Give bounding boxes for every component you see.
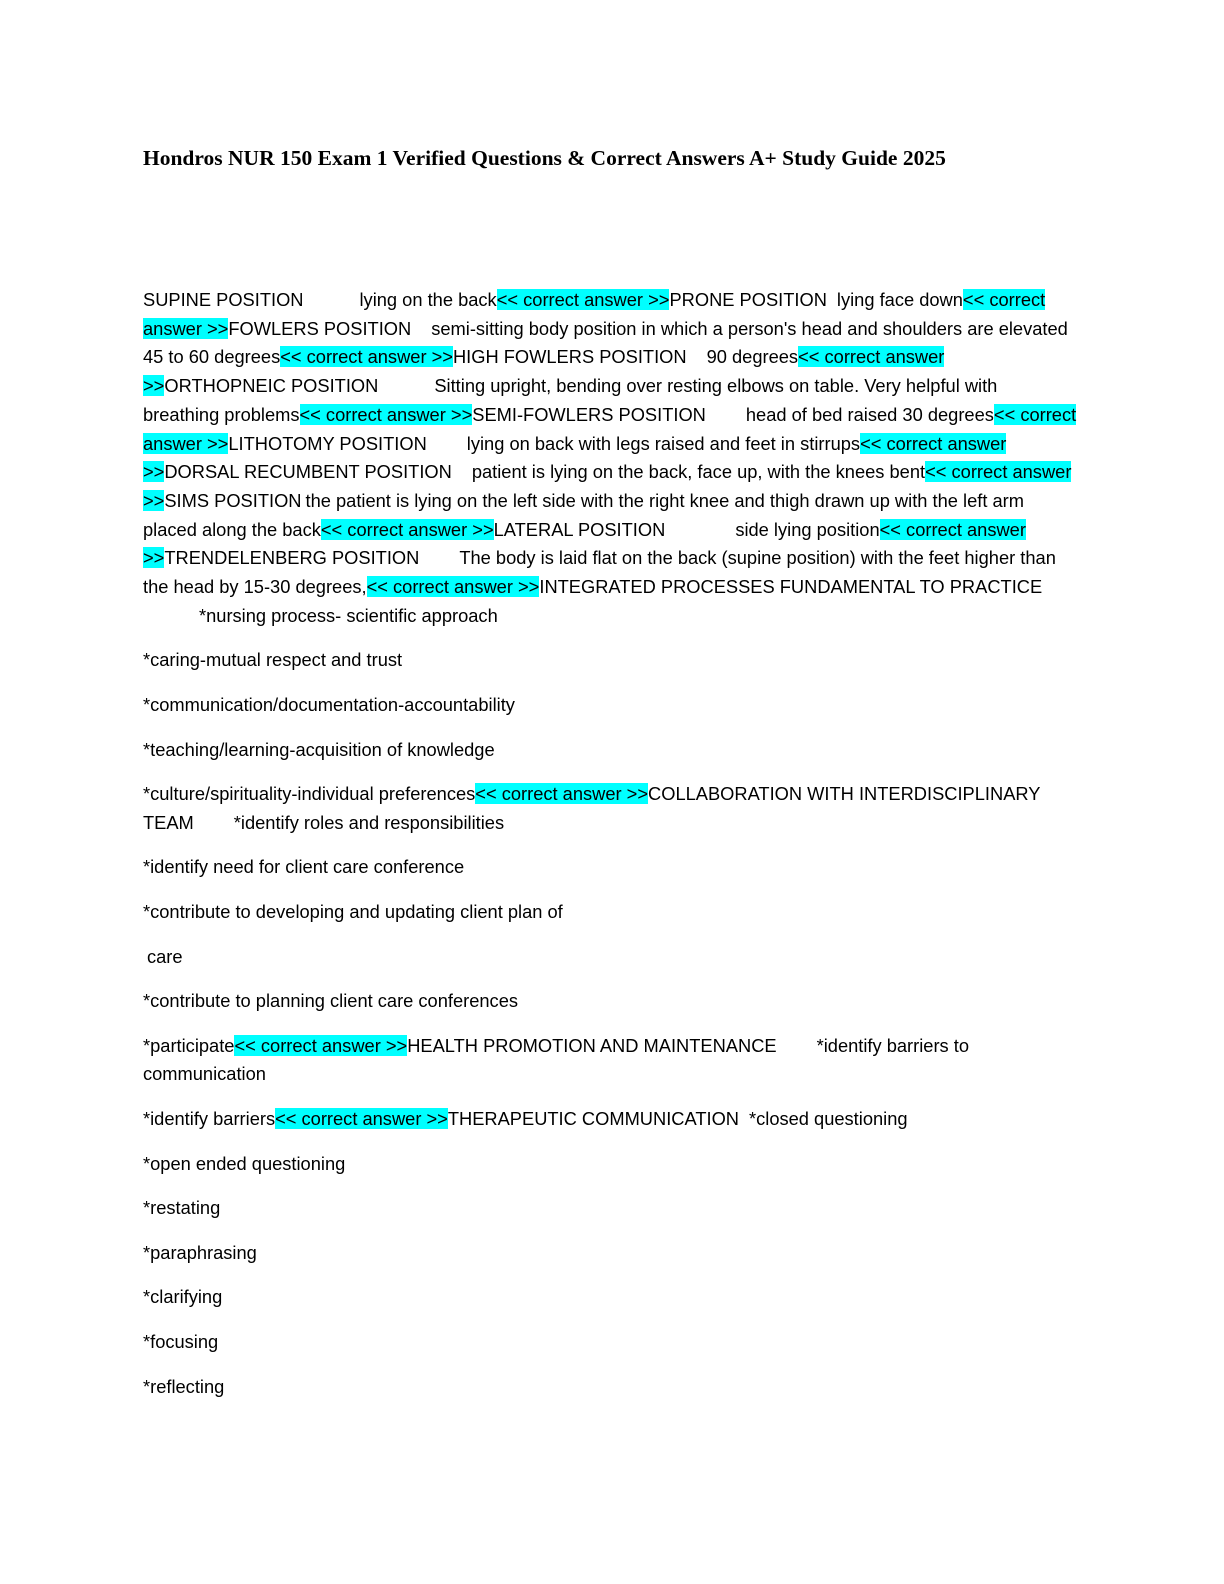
definition: 90 degrees xyxy=(706,346,799,368)
term: COLLABORATION WITH INTERDISCIPLINARY TEAM xyxy=(143,783,1041,833)
answer-marker: << correct answer >> xyxy=(275,1108,448,1130)
answer-marker: << correct answer >> xyxy=(234,1034,408,1056)
list-item: *communication/documentation-accountability xyxy=(143,693,515,715)
term: LITHOTOMY POSITION xyxy=(228,432,427,454)
definition: Sitting upright, bending over resting elbows on table. Very helpful with breathing problems xyxy=(143,375,998,425)
definition: patient is lying on the back, face up, with the knees bent xyxy=(471,461,926,483)
answer-marker: << correct answer >> xyxy=(143,432,1007,483)
answer-marker: << correct answer >> xyxy=(475,783,649,805)
term: ORTHOPNEIC POSITION xyxy=(164,375,379,397)
term: TRENDELENBERG POSITION xyxy=(164,547,420,569)
term: PRONE POSITION xyxy=(669,289,827,310)
term: FOWLERS POSITION xyxy=(228,317,412,339)
term: HEALTH PROMOTION AND MAINTENANCE xyxy=(407,1034,777,1056)
definition: *closed questioning xyxy=(749,1108,908,1130)
list-item: *clarifying xyxy=(143,1286,223,1308)
list-item: *teaching/learning-acquisition of knowledge xyxy=(143,738,495,760)
list-item-text: care xyxy=(147,945,183,967)
answer-marker: << correct answer >> xyxy=(143,289,1046,339)
list-item-text: *culture/spirituality-individual preferences xyxy=(143,783,476,805)
list-item xyxy=(143,1105,1078,1134)
definition: The body is laid flat on the back (supine position) with the feet higher than the head by 15-30 degrees, xyxy=(143,547,1056,598)
answer-marker: << correct answer >> xyxy=(299,403,473,425)
term: HIGH FOWLERS POSITION xyxy=(452,346,687,368)
list-item: *identify need for client care conference xyxy=(143,856,465,878)
definition: the patient is lying on the left side with the right knee and thigh drawn up with the left arm placed along the back xyxy=(143,489,1024,540)
definition: *identify roles and responsibilities xyxy=(233,811,505,833)
answer-marker: << correct answer >> xyxy=(366,576,540,598)
list-item-text: *identify barriers xyxy=(143,1108,276,1130)
definition: lying on back with legs raised and feet in stirrups xyxy=(466,432,861,454)
answer-marker: << correct answer >> xyxy=(143,461,1072,511)
list-item: *paraphrasing xyxy=(143,1241,257,1263)
list-item: *restating xyxy=(143,1197,221,1219)
term: SIMS POSITION xyxy=(164,489,302,511)
answer-marker: << correct answer >> xyxy=(280,346,453,368)
definition: head of bed raised 30 degrees xyxy=(745,403,994,425)
definition: lying face down xyxy=(836,289,963,310)
definition: *identify barriers to communication xyxy=(143,1034,970,1085)
document-body xyxy=(143,286,1078,1417)
answer-marker: << correct answer >> xyxy=(143,518,1026,569)
term: LATERAL POSITION xyxy=(493,518,666,540)
term: SUPINE POSITION xyxy=(143,289,304,310)
list-item xyxy=(143,1032,1078,1089)
list-item: *contribute to planning client care conferences xyxy=(143,990,518,1012)
list-item: *focusing xyxy=(143,1331,219,1353)
document-title: Hondros NUR 150 Exam 1 Verified Questions & Correct Answers A+ Study Guide 2025 xyxy=(143,146,946,170)
term: THERAPEUTIC COMMUNICATION xyxy=(447,1108,739,1130)
term: SEMI-FOWLERS POSITION xyxy=(472,403,706,425)
answer-marker: << correct answer >> xyxy=(143,346,945,397)
definition: semi-sitting body position in which a person's head and shoulders are elevated 45 to 60 degrees xyxy=(143,317,1068,368)
definition: side lying position xyxy=(735,518,880,540)
list-item: *contribute to developing and updating client plan of xyxy=(143,901,563,922)
list-item: *open ended questioning xyxy=(143,1152,346,1174)
answer-marker: << correct answer >> xyxy=(143,403,1077,454)
list-item-text: *participate xyxy=(143,1034,235,1056)
answer-marker: << correct answer >> xyxy=(496,289,670,310)
list-item xyxy=(143,943,1078,972)
answer-marker: << correct answer >> xyxy=(320,518,494,540)
term: DORSAL RECUMBENT POSITION xyxy=(164,461,452,483)
definition: lying on the back xyxy=(359,289,497,310)
definition: *nursing process- scientific approach xyxy=(199,604,498,626)
positions-paragraph xyxy=(143,286,1078,630)
term: INTEGRATED PROCESSES FUNDAMENTAL TO PRACTICE xyxy=(539,576,1043,598)
list-item: *caring-mutual respect and trust xyxy=(143,649,403,671)
list-item xyxy=(143,780,1078,837)
list-item: *reflecting xyxy=(143,1375,225,1397)
